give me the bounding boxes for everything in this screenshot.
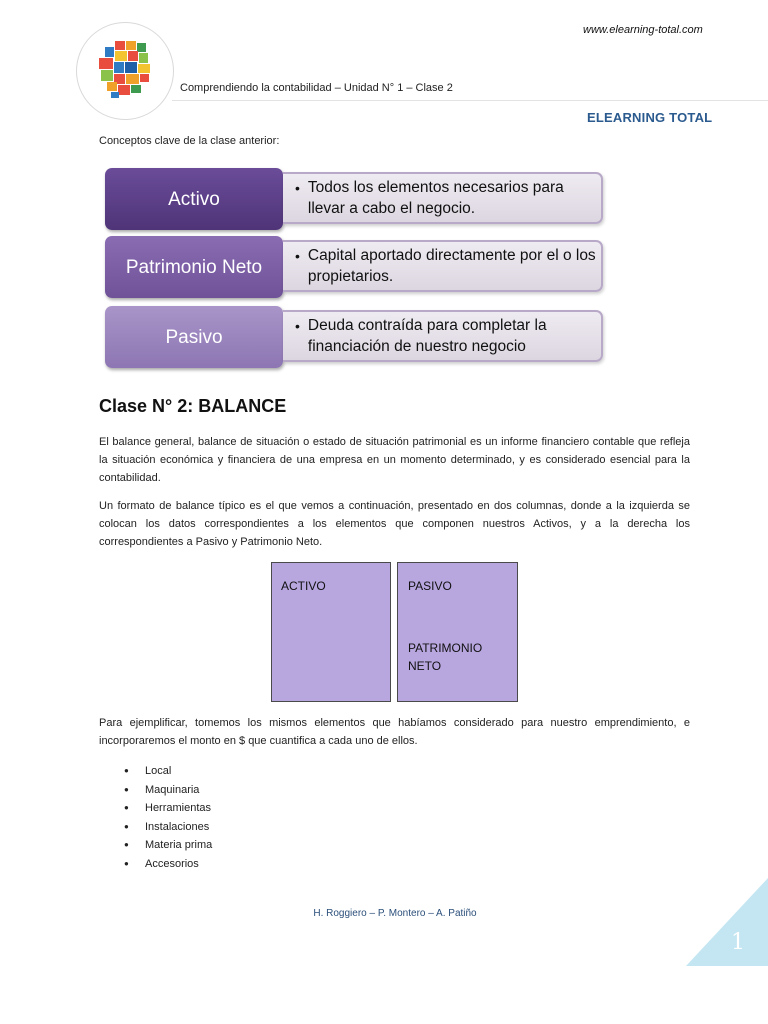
bullet-icon: • <box>295 180 300 196</box>
concept-description <box>283 172 603 224</box>
intro-text: Conceptos clave de la clase anterior: <box>99 135 280 147</box>
paragraph-example: Para ejemplificar, tomemos los mismos elementos que habíamos considerado para nuestro emprendimiento, e incorporaremos el monto en $ que cuantifica a cada uno de ellos. <box>99 717 690 747</box>
balance-pasivo-label: PASIVO <box>408 579 452 593</box>
logo <box>76 22 174 120</box>
concept-description-text: Deuda contraída para completar la financiación de nuestro negocio <box>307 317 547 355</box>
site-url[interactable]: www.elearning-total.com <box>583 24 703 36</box>
balance-patrimonio-label: PATRIMONIO NETO <box>408 641 483 673</box>
balance-activo-label: ACTIVO <box>281 579 326 593</box>
section-title: Clase N° 2: BALANCE <box>99 396 287 416</box>
list-item: ● Maquinaria <box>124 781 212 800</box>
concept-row-patrimonio <box>105 236 605 298</box>
page-corner-decoration <box>686 878 768 966</box>
concept-description <box>283 240 603 292</box>
bullet-icon: • <box>295 248 300 264</box>
list-item: ● Local <box>124 762 212 781</box>
concept-row-pasivo <box>105 306 605 368</box>
list-item: ● Accesorios <box>124 855 212 874</box>
concept-term: Patrimonio Neto <box>105 236 283 298</box>
page-number: 1 <box>731 930 745 955</box>
concept-description <box>283 310 603 362</box>
header-divider <box>172 100 768 101</box>
list-item: ● Instalaciones <box>124 818 212 837</box>
list-item: ● Materia prima <box>124 836 212 855</box>
paragraph-format: Un formato de balance típico es el que vemos a continuación, presentado en dos columnas, donde a la izquierda se colocan los datos correspondientes a los elementos que componen nuestros Activos, y a la derecha los correspondientes a Pasivo y Patrimonio Neto. <box>99 500 690 548</box>
items-list <box>124 762 212 873</box>
head-mosaic-icon <box>77 23 173 119</box>
concept-term: Pasivo <box>105 306 283 368</box>
balance-pasivo-box <box>397 562 518 702</box>
balance-activo-box <box>271 562 391 702</box>
concept-row-activo <box>105 168 605 230</box>
brand-name: ELEARNING TOTAL <box>587 110 713 125</box>
concept-description-text: Todos los elementos necesarios para llevar a cabo el negocio. <box>307 179 564 217</box>
bullet-icon: • <box>295 318 300 334</box>
concept-term: Activo <box>105 168 283 230</box>
concept-description-text: Capital aportado directamente por el o los propietarios. <box>307 247 596 285</box>
paragraph-definition: El balance general, balance de situación o estado de situación patrimonial es un informe financiero contable que refleja la situación económica y financiera de una empresa en un momento determinado, y es considerado esencial para la contabilidad. <box>99 436 690 484</box>
footer-authors: H. Roggiero – P. Montero – A. Patiño <box>313 908 477 919</box>
list-item: ● Herramientas <box>124 799 212 818</box>
course-title: Comprendiendo la contabilidad – Unidad N° 1 – Clase 2 <box>180 82 453 94</box>
